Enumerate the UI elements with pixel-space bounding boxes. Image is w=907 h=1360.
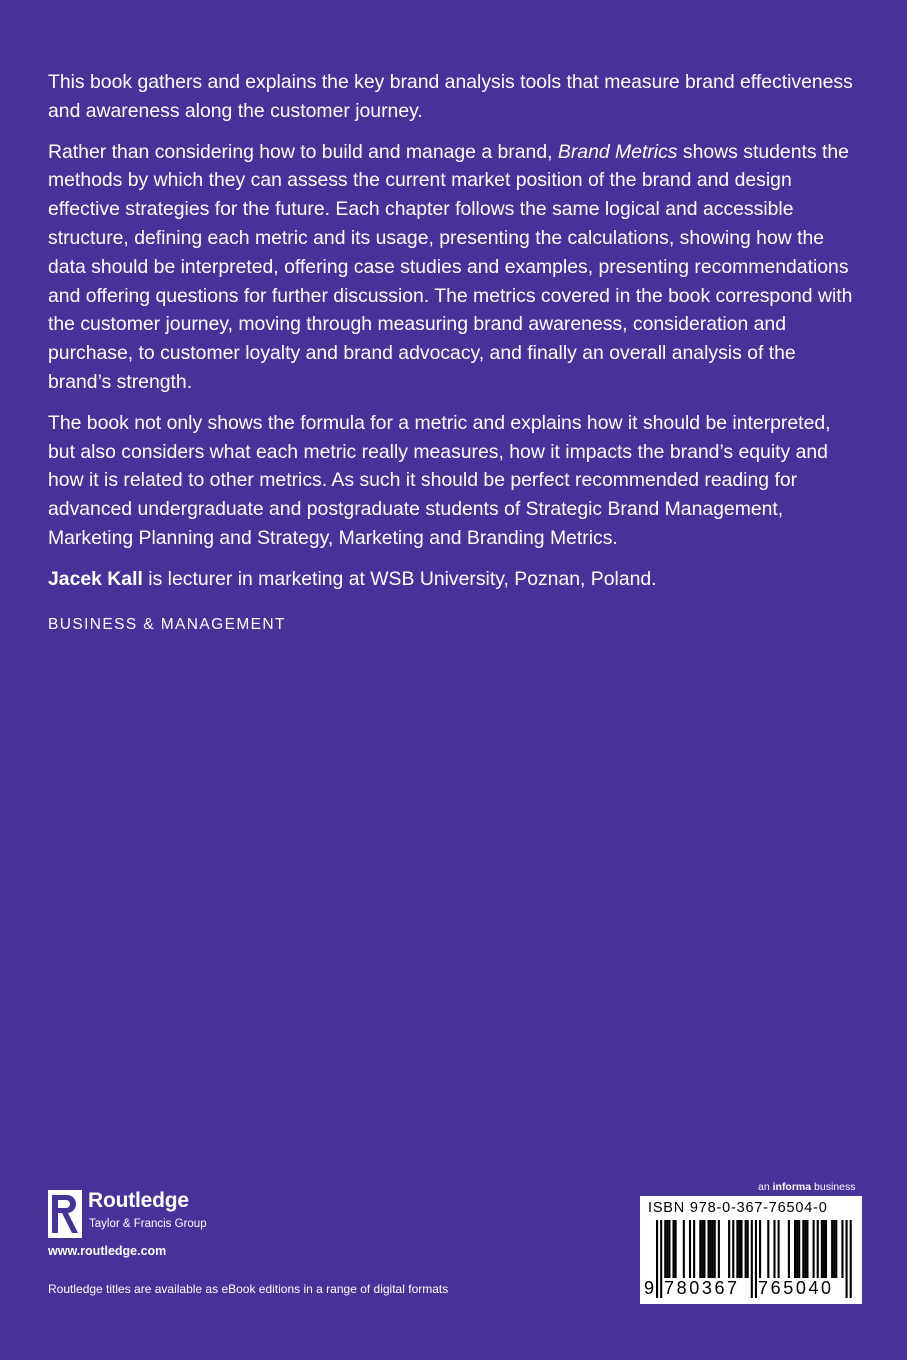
barcode-bar [833,1220,835,1278]
description-paragraph-3: The book not only shows the formula for a metric and explains how it should be interpreted, but also considers what each metric really measures, how it impacts the brand’s equity and how it is related to other metrics. As such it should be perfect recommended reading for advanced undergraduate and postgraduate students of Strategic Brand Management, Marketing Planning and Strategy, Marketing and Branding Metrics. [48,411,831,549]
barcode-bar [745,1220,747,1278]
barcode-bar [759,1220,761,1278]
barcode-bar [683,1220,685,1278]
publisher-group: Taylor & Francis Group [89,1218,207,1230]
barcode-bar [825,1220,827,1278]
barcode-bar [796,1220,798,1278]
barcode-bar [751,1220,753,1298]
barcode-bar [718,1220,720,1278]
barcode-bar [794,1220,796,1278]
barcode-left-digits: 780367 [664,1278,740,1298]
barcode-bar [831,1220,833,1278]
barcode-bar [767,1220,769,1278]
barcode-bar [804,1220,806,1278]
barcode-bar [666,1220,668,1278]
barcode-bar [821,1220,823,1278]
barcode-bar [664,1220,666,1278]
routledge-logo [48,1188,248,1240]
barcode-first-digit: 9 [644,1278,655,1298]
subject-category: BUSINESS & MANAGEMENT [48,615,286,633]
barcode-bar [841,1220,843,1278]
barcode-bar [823,1220,825,1278]
informa-business-tagline [758,1181,855,1193]
barcode-bar [813,1220,815,1278]
publisher-website[interactable]: www.routledge.com [48,1244,167,1258]
barcode-bar [728,1220,730,1278]
barcode-bar [689,1220,691,1278]
informa-brand: informa [772,1181,812,1193]
barcode-bar [773,1220,775,1278]
barcode-bar [738,1220,740,1278]
routledge-r-icon [48,1190,82,1238]
publisher-name: Routledge [88,1189,189,1212]
barcode-bar [747,1220,749,1278]
barcode-bar [740,1220,742,1278]
barcode-bar [806,1220,808,1278]
barcode-bar [788,1220,790,1278]
barcode-right-digits: 765040 [758,1278,834,1298]
informa-prefix: an [758,1181,773,1193]
barcode-bar [850,1220,852,1298]
isbn-barcode [640,1196,862,1304]
author-bio [48,565,860,594]
barcode-bar [798,1220,800,1278]
barcode-bar [802,1220,804,1278]
barcode-bar [846,1220,848,1298]
barcode-bar [656,1220,658,1298]
paragraph-2-lead: Rather than considering how to build and manage a brand, [48,140,558,163]
barcode-bar [668,1220,670,1278]
paragraph-2-rest: shows students the methods by which they can assess the current market position of the brand and design effective strategies for the future. Each chapter follows the same logical and accessible structure, defining each metric and its usage, presenting the calculations, showing how the data should be interpreted, offering case studies and examples, presenting recommendations and offering questions for further discussion. The metrics covered in the book correspond with the customer journey, moving through measuring brand awareness, consideration and purchase, to customer loyalty and brand advocacy, and finally an overall analysis of the brand’s strength. [48,140,853,393]
barcode-bar [693,1220,695,1278]
barcode-bar [732,1220,734,1278]
barcode-bar [817,1220,819,1278]
informa-suffix: business [811,1181,856,1193]
isbn-text: ISBN 978-0-367-76504-0 [648,1200,828,1216]
barcode-bar [675,1220,677,1278]
barcode-bar [835,1220,837,1278]
ebook-note: Routledge titles are available as eBook editions in a range of digital formats [48,1282,449,1296]
description-paragraph-1: This book gathers and explains the key brand analysis tools that measure brand effectiveness and awareness along the customer journey. [48,71,853,122]
barcode-bar [714,1220,716,1278]
author-bio-text: is lecturer in marketing at WSB University, Poznan, Poland. [142,567,657,590]
back-cover-copy [48,68,860,634]
barcode-bar [778,1220,780,1278]
book-title-italic: Brand Metrics [557,140,678,163]
author-name: Jacek Kall [48,567,143,590]
barcode-bar [755,1220,757,1298]
barcode-bar [712,1220,714,1278]
description-paragraph-2 [48,138,860,397]
barcode-bar [703,1220,705,1278]
barcode-bar [699,1220,701,1278]
barcode-bar [710,1220,712,1278]
barcode-bar [708,1220,710,1278]
barcode-bar [701,1220,703,1278]
barcode-bar [736,1220,738,1278]
barcode-bar [660,1220,662,1298]
barcode-bar [672,1220,674,1278]
